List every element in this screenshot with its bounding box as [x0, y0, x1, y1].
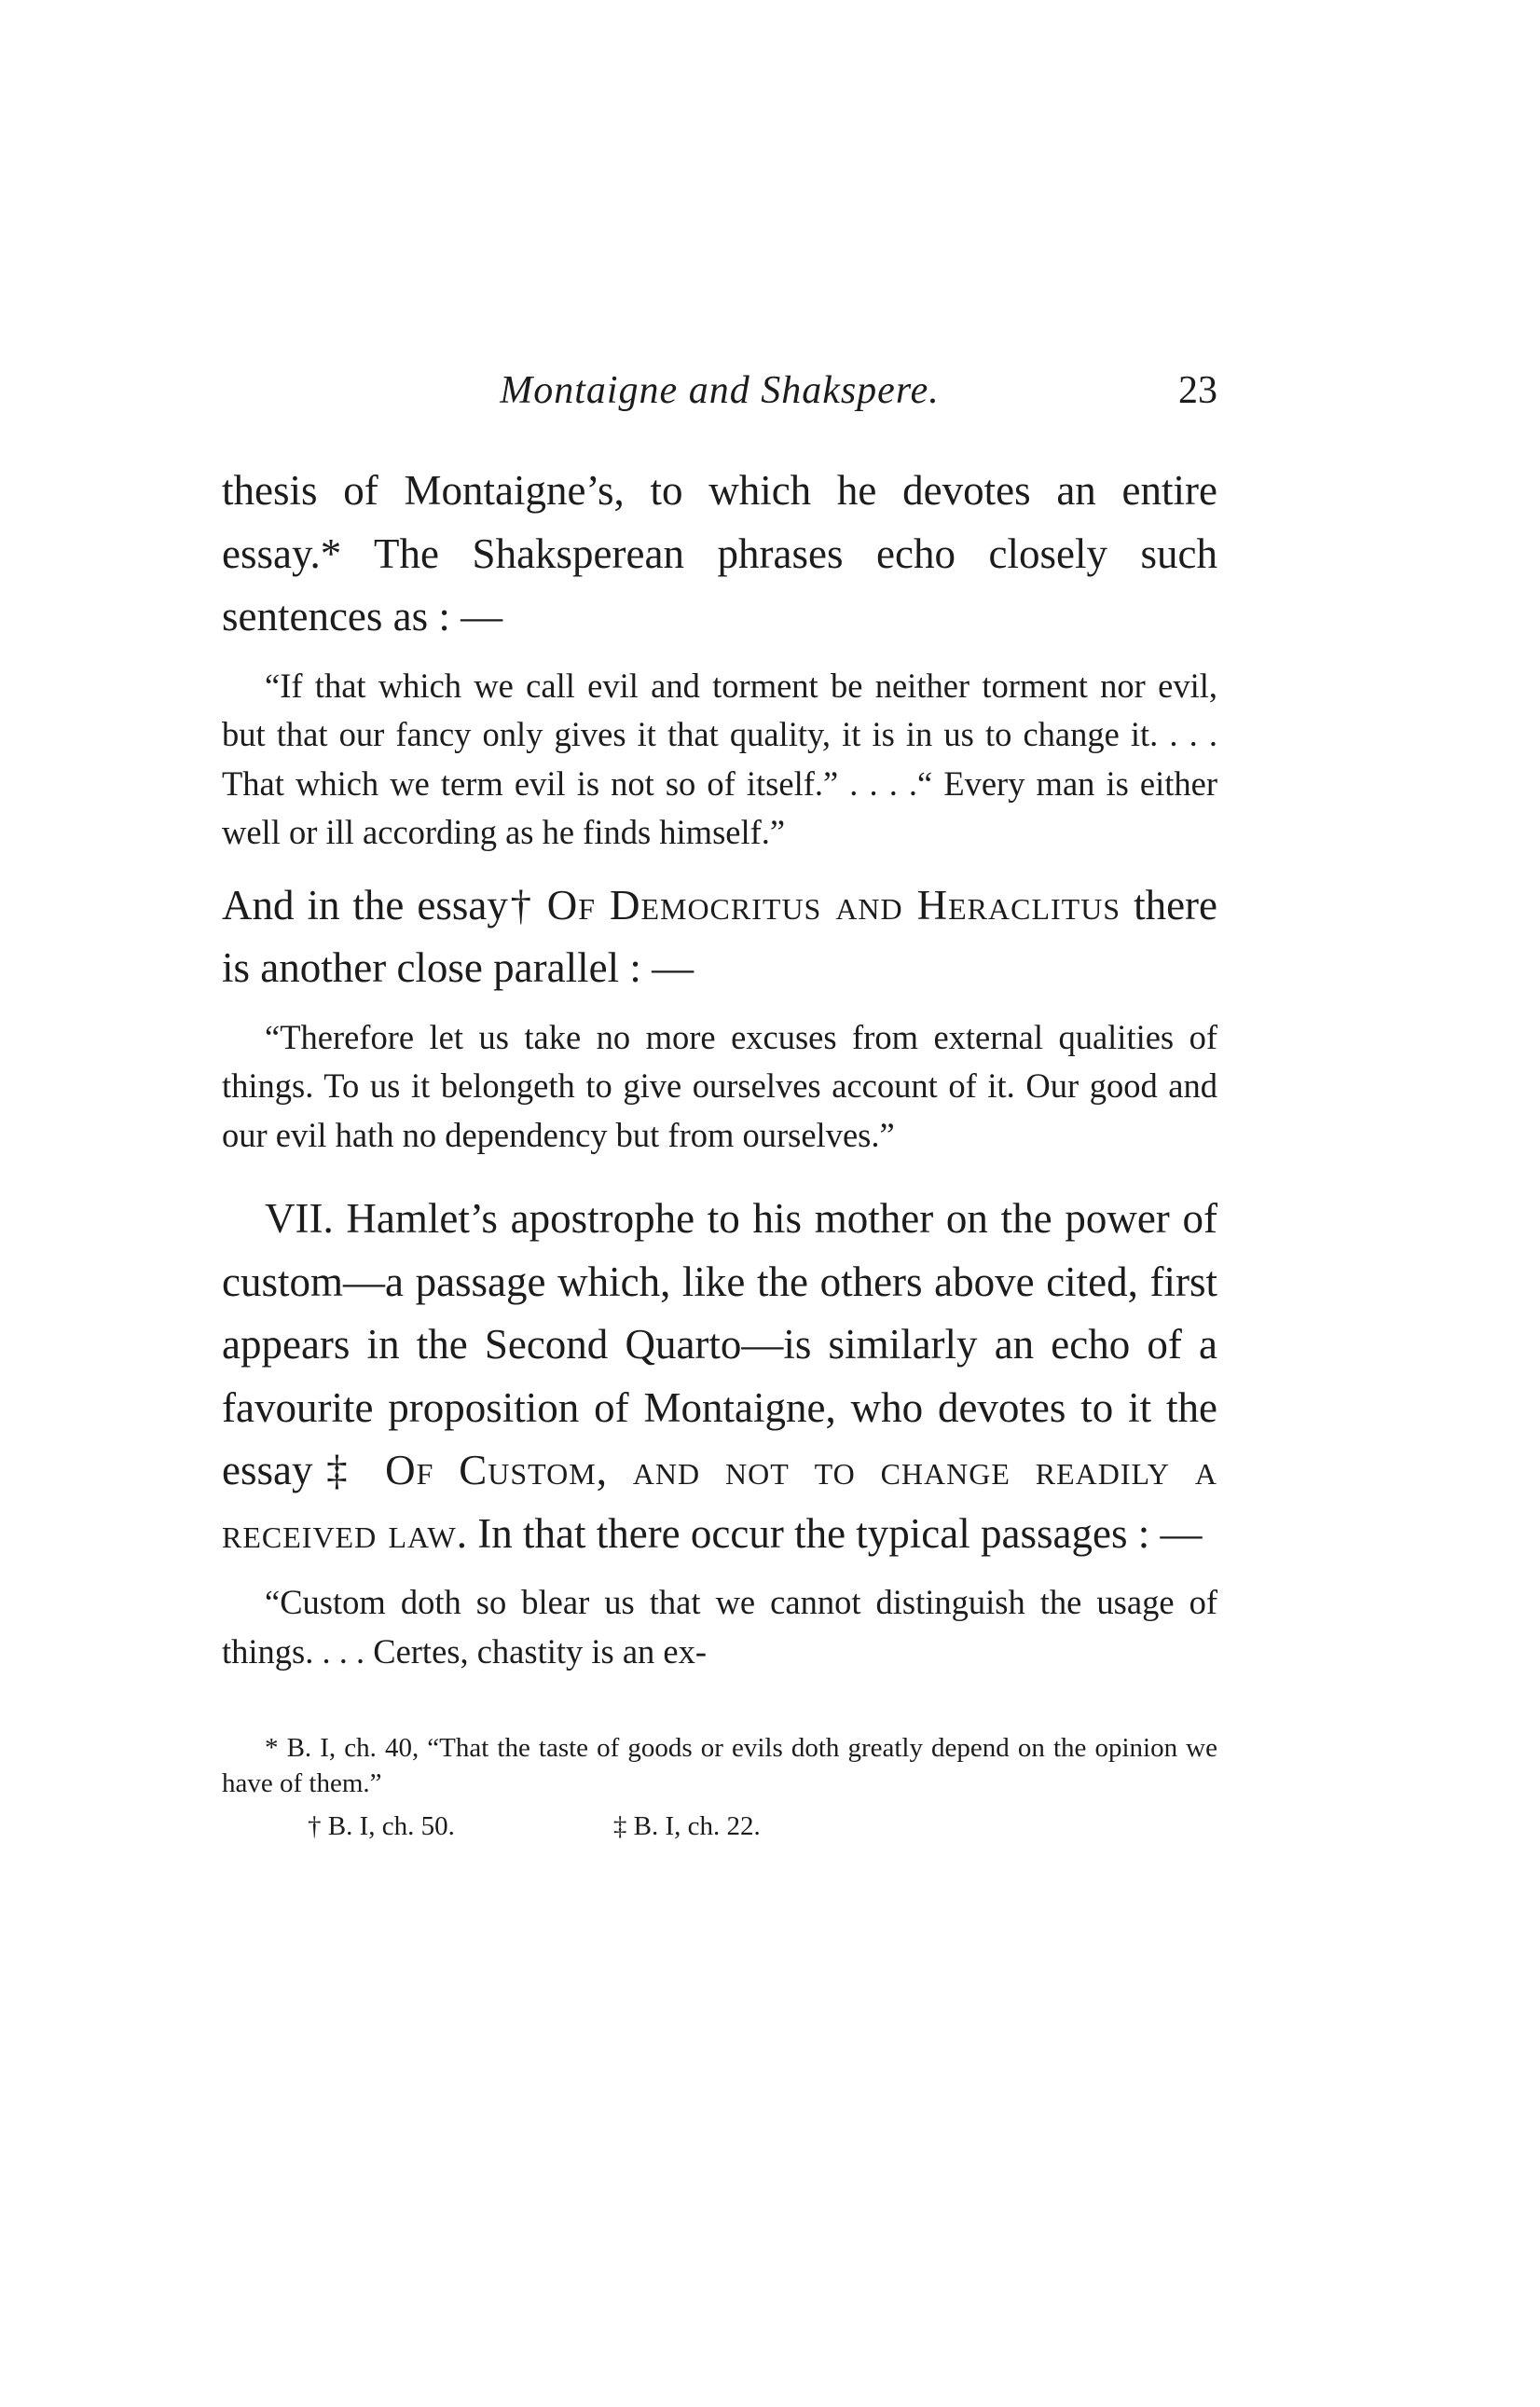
paragraph-democritus — [222, 874, 1217, 1000]
paragraph-section-vii — [222, 1188, 1217, 1565]
paragraph-continuation: thesis of Montaigne’s, to which he devotes an entire essay.* The Shaksperean phrases echo closely such sentences as : — — [222, 467, 1217, 640]
quotation-evil-and-torment: “If that which we call evil and torment be neither torment nor evil, but that our fancy only gives it that quality, it is in us to change it. . . . That which we term evil is not so of itself.” . . . .“ Every man is either well or ill according as he finds himself.” — [222, 666, 1217, 851]
essay-title-custom: Of Custom, and not to change readily a received law — [222, 1447, 1217, 1557]
book-page — [222, 368, 1217, 1844]
running-title: Montaigne and Shakspere. — [500, 369, 940, 412]
paragraph-democritus-start: And in the essay† — [222, 881, 547, 928]
footnote-double-dagger: ‡ B. I, ch. 22. — [612, 1811, 761, 1841]
running-head — [222, 368, 1217, 426]
footnote-asterisk: * B. I, ch. 40, “That the taste of goods or evils doth greatly depend on the opinion we have of them.” — [222, 1733, 1217, 1798]
footnote-dagger: † B. I, ch. 50. — [308, 1811, 455, 1841]
footnotes — [222, 1730, 1217, 1844]
essay-title-democritus: Of Democritus and Heraclitus — [546, 881, 1121, 928]
page-number: 23 — [1178, 369, 1217, 412]
footnote-row — [222, 1809, 1217, 1844]
paragraph-democritus-end: there is another close parallel : — — [222, 881, 1218, 991]
paragraph-section-vii-end: . In that there occur the typical passages : — — [456, 1509, 1203, 1557]
quotation-custom: “Custom doth so blear us that we cannot distinguish the usage of things. . . . Certes, chastity is an ex- — [222, 1583, 1217, 1671]
quotation-external-qualities: “Therefore let us take no more excuses from external qualities of things. To us it belongeth to give ourselves account of it. Our good and our evil hath no dependency but from ourselves.” — [222, 1017, 1217, 1154]
paragraph-section-vii-start: VII. Hamlet’s apostrophe to his mother on the power of custom—a passage which, like the others above cited, first appears in the Second Quarto—is similarly an echo of a favourite proposition of Montaigne, who devotes to it the essay‡ — [222, 1195, 1217, 1493]
